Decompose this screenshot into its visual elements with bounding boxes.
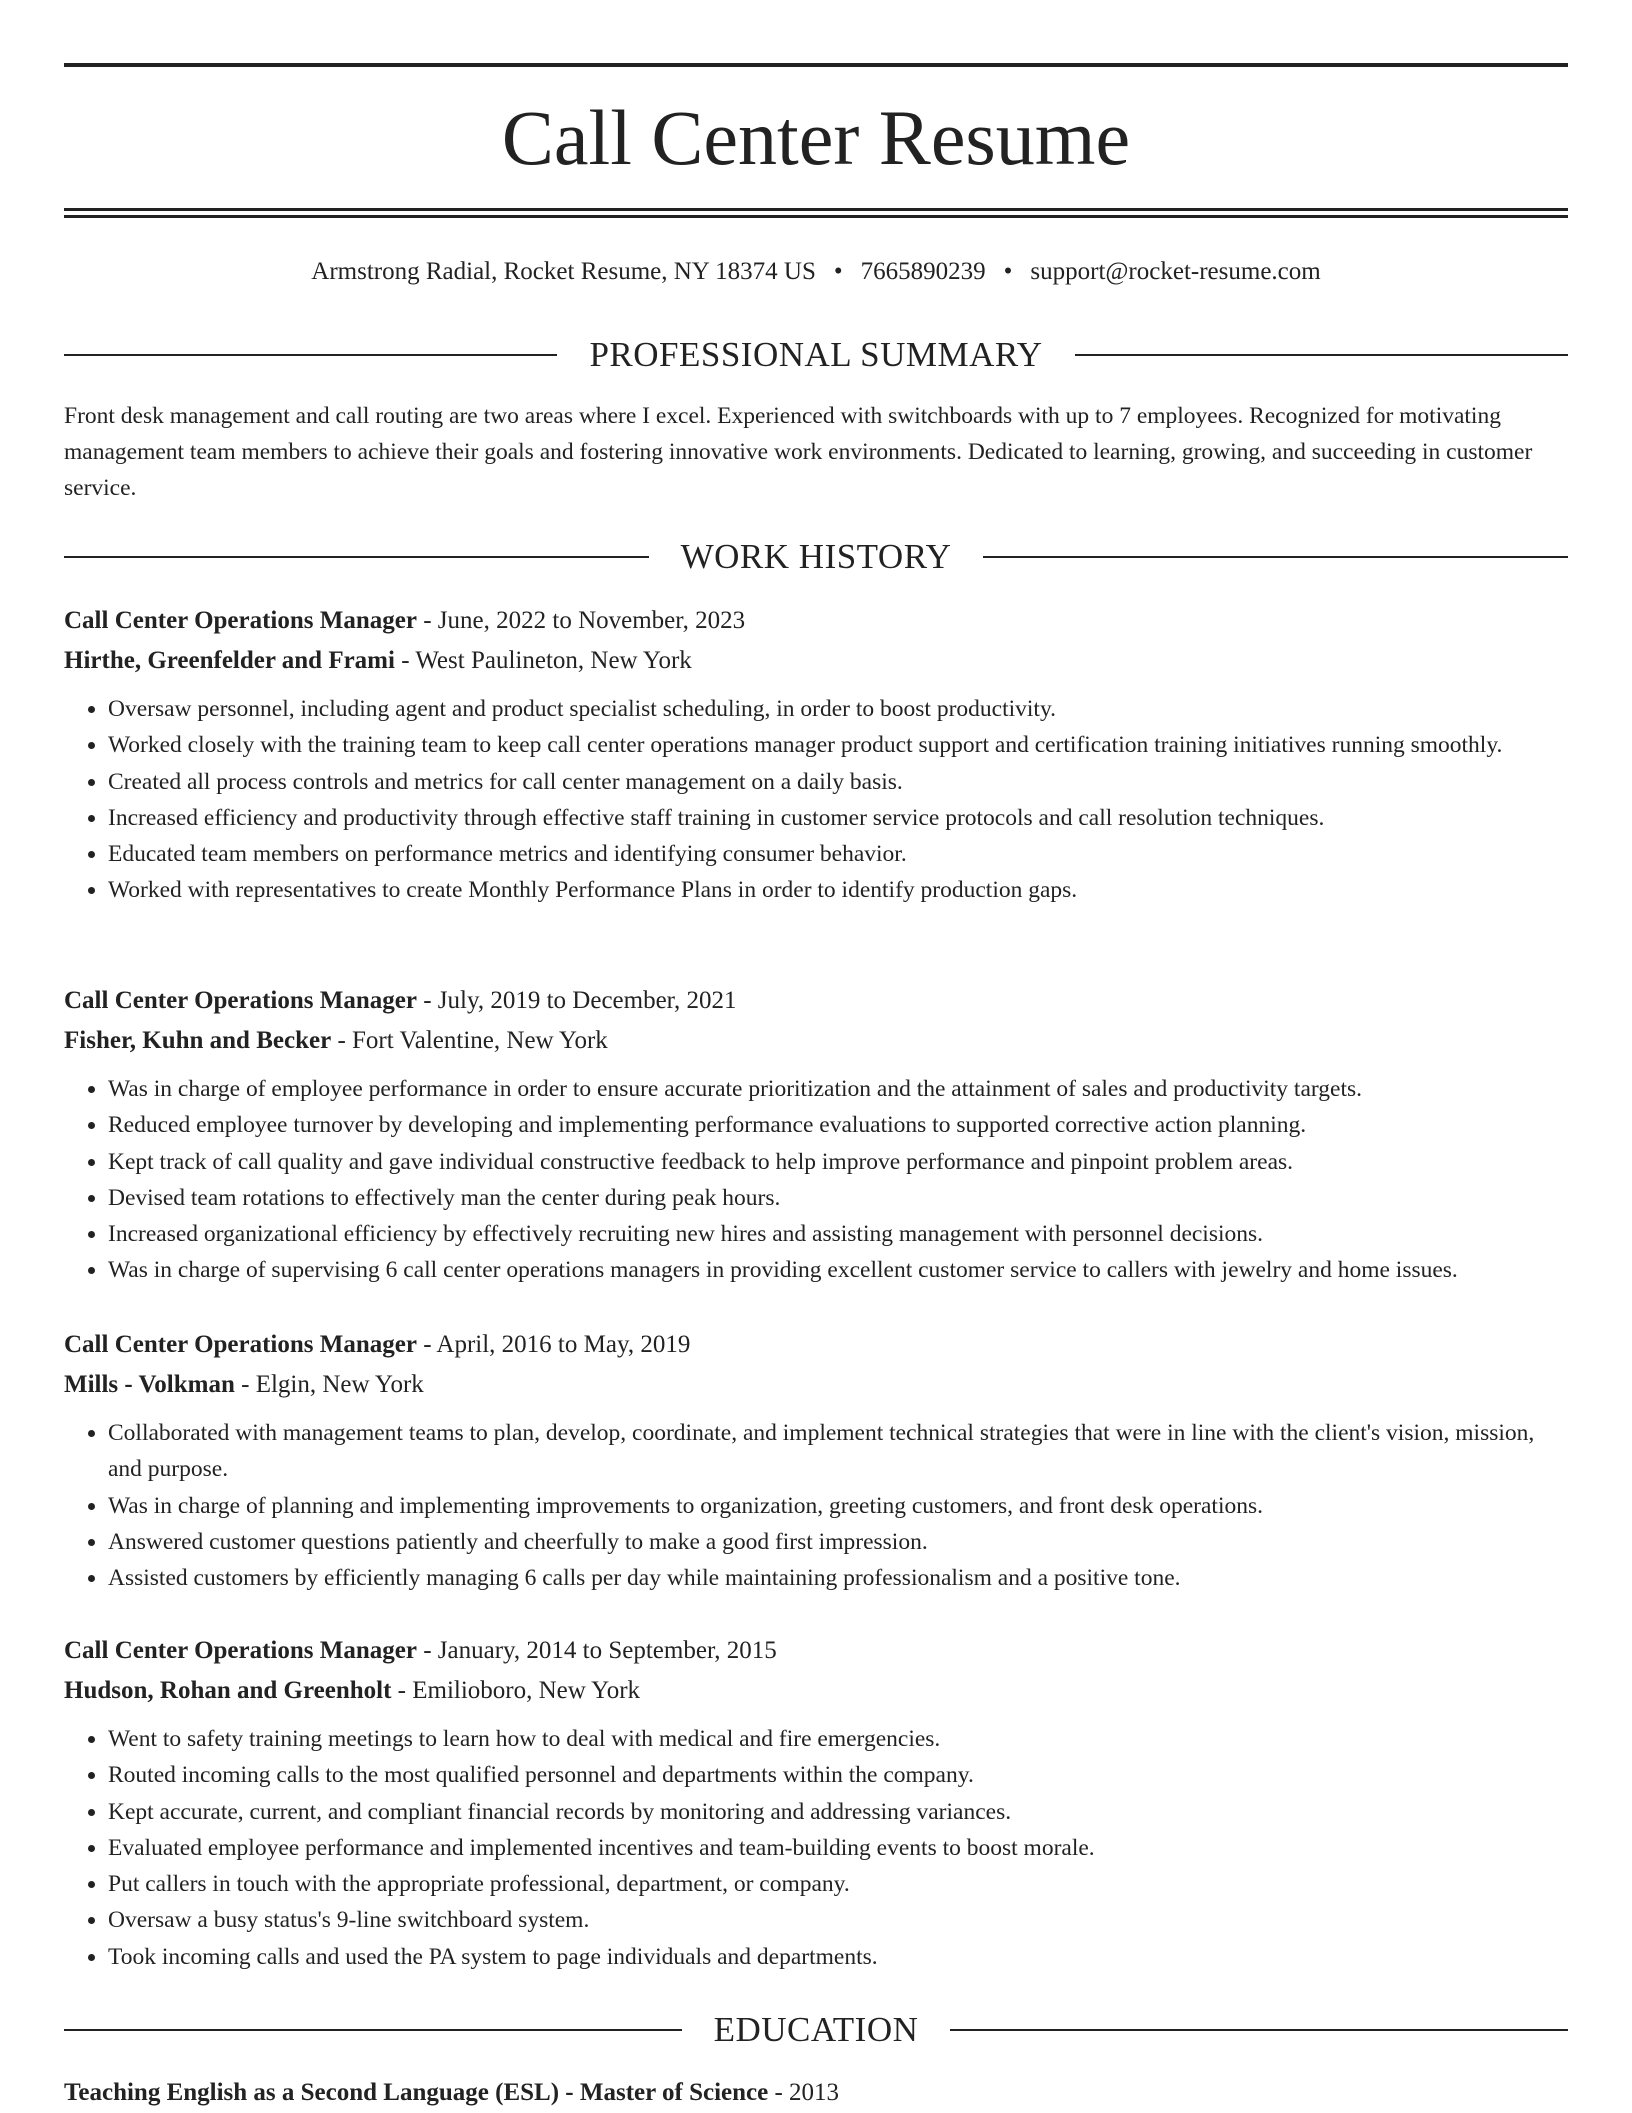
job-bullet: • Oversaw a busy status's 9-line switchboard system. [108, 1902, 1568, 1938]
job-bullet: • Worked closely with the training team to keep call center operations manager product support and certification training initiatives running smoothly. [108, 727, 1568, 763]
job-dates: - July, 2019 to December, 2021 [416, 987, 737, 1014]
job-bullet: • Collaborated with management teams to plan, develop, coordinate, and implement technical strategies that were in line with the client's vision, mission, and purpose. [108, 1415, 1568, 1488]
education-year: - 2013 [768, 2079, 840, 2106]
job-title: Call Center Operations Manager [64, 1637, 417, 1664]
job-entry [64, 981, 1568, 1289]
job-bullet: • Kept accurate, current, and compliant financial records by monitoring and addressing variances. [108, 1794, 1568, 1830]
job-bullet: • Went to safety training meetings to learn how to deal with medical and fire emergencies. [108, 1721, 1568, 1757]
job-location: - West Paulineton, New York [394, 647, 692, 674]
job-dates: - June, 2022 to November, 2023 [416, 607, 746, 634]
job-bullet: • Answered customer questions patiently and cheerfully to make a good first impression. [108, 1524, 1568, 1560]
job-bullets [64, 691, 1568, 909]
title-rule-lower [64, 215, 1568, 218]
summary-text: Front desk management and call routing are two areas where I excel. Experienced with switchboards with up to 7 employees. Recognized for motivating management team members to achieve their goals and fostering innovative work environments. Dedicated to learning, growing, and succeeding in customer service. [64, 403, 1533, 501]
job-bullet: • Took incoming calls and used the PA system to page individuals and departments. [108, 1939, 1568, 1975]
education-entry [64, 2073, 1568, 2113]
job-title-line [64, 1631, 1568, 1671]
job-bullet: • Was in charge of employee performance in order to ensure accurate prioritization and the attainment of sales and productivity targets. [108, 1071, 1568, 1107]
job-entry [64, 1631, 1568, 1975]
job-bullet: • Routed incoming calls to the most qualified personnel and departments within the company. [108, 1757, 1568, 1793]
job-bullet: • Put callers in touch with the appropriate professional, department, or company. [108, 1866, 1568, 1902]
contact-address: Armstrong Radial, Rocket Resume, NY 18374 US [311, 258, 816, 285]
job-bullet: • Educated team members on performance metrics and identifying consumer behavior. [108, 836, 1568, 872]
education-heading-label: EDUCATION [713, 2010, 919, 2049]
contact-email: support@rocket-resume.com [1030, 258, 1321, 285]
resume-title: Call Center Resume [501, 94, 1131, 181]
job-company: Hirthe, Greenfelder and Frami [64, 647, 395, 674]
job-bullets [64, 1071, 1568, 1289]
contact-line [64, 254, 1568, 290]
job-company: Hudson, Rohan and Greenholt [64, 1677, 392, 1704]
education-heading [64, 2008, 1568, 2052]
heading-rule-right [983, 556, 1568, 558]
job-bullet: • Worked with representatives to create Monthly Performance Plans in order to identify production gaps. [108, 872, 1568, 908]
contact-separator: • [1003, 258, 1013, 285]
job-location: - Fort Valentine, New York [331, 1027, 608, 1054]
contact-phone: 7665890239 [860, 258, 986, 285]
job-bullets [64, 1721, 1568, 1975]
contact-separator: • [833, 258, 843, 285]
heading-rule-left [64, 2029, 682, 2031]
job-company: Fisher, Kuhn and Becker [64, 1027, 332, 1054]
summary-heading-label: PROFESSIONAL SUMMARY [589, 335, 1043, 374]
job-title: Call Center Operations Manager [64, 607, 417, 634]
job-dates: - April, 2016 to May, 2019 [416, 1331, 691, 1358]
job-bullet: • Devised team rotations to effectively man the center during peak hours. [108, 1180, 1568, 1216]
heading-rule-right [1075, 354, 1568, 356]
summary-heading [64, 333, 1568, 377]
heading-rule-left [64, 354, 557, 356]
job-company-line [64, 1021, 1568, 1061]
education-degree: Teaching English as a Second Language (ESL) - Master of Science [64, 2079, 769, 2106]
title-rule-upper [64, 208, 1568, 211]
job-company-line [64, 1671, 1568, 1711]
job-entry [64, 1325, 1568, 1596]
job-bullet: • Oversaw personnel, including agent and product specialist scheduling, in order to boost productivity. [108, 691, 1568, 727]
top-rule [64, 63, 1568, 67]
job-company: Mills - Volkman [64, 1371, 235, 1398]
job-bullet: • Increased organizational efficiency by effectively recruiting new hires and assisting management with personnel decisions. [108, 1216, 1568, 1252]
job-bullet: • Evaluated employee performance and implemented incentives and team-building events to boost morale. [108, 1830, 1568, 1866]
job-bullet: • Was in charge of planning and implementing improvements to organization, greeting customers, and front desk operations. [108, 1488, 1568, 1524]
job-title-line [64, 1325, 1568, 1365]
job-bullet: • Was in charge of supervising 6 call center operations managers in providing excellent customer service to callers with jewelry and home issues. [108, 1252, 1568, 1288]
job-bullets [64, 1415, 1568, 1596]
work-history-heading-label: WORK HISTORY [680, 537, 952, 576]
heading-rule-left [64, 556, 649, 558]
job-bullet: • Increased efficiency and productivity through effective staff training in customer service protocols and call resolution techniques. [108, 800, 1568, 836]
job-bullet: • Created all process controls and metrics for call center management on a daily basis. [108, 764, 1568, 800]
heading-rule-right [950, 2029, 1568, 2031]
job-location: - Emilioboro, New York [391, 1677, 641, 1704]
job-company-line [64, 641, 1568, 681]
job-title-line [64, 981, 1568, 1021]
job-dates: - January, 2014 to September, 2015 [416, 1637, 777, 1664]
job-company-line [64, 1365, 1568, 1405]
work-history-heading [64, 535, 1568, 579]
job-bullet: • Reduced employee turnover by developing and implementing performance evaluations to supported corrective action planning. [108, 1107, 1568, 1143]
job-title: Call Center Operations Manager [64, 987, 417, 1014]
job-location: - Elgin, New York [234, 1371, 424, 1398]
job-bullet: • Assisted customers by efficiently managing 6 calls per day while maintaining professionalism and a positive tone. [108, 1560, 1568, 1596]
job-title-line [64, 601, 1568, 641]
job-title: Call Center Operations Manager [64, 1331, 417, 1358]
job-bullet: • Kept track of call quality and gave individual constructive feedback to help improve performance and pinpoint problem areas. [108, 1144, 1568, 1180]
job-entry [64, 601, 1568, 909]
